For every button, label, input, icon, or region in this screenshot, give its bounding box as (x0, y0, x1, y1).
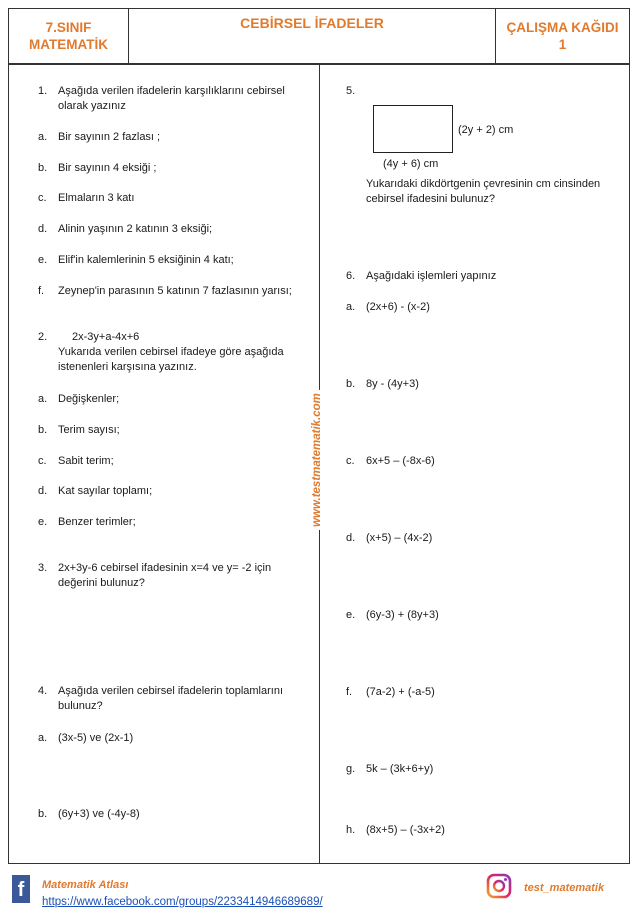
q1-item-text: Elif'in kalemlerinin 5 eksiğinin 4 katı; (58, 254, 234, 266)
q4-item-label: b. (38, 808, 48, 820)
header-worksheet-number: 1 (558, 37, 567, 52)
q2-item-text: Değişkenler; (58, 393, 120, 405)
rectangle-figure (373, 105, 453, 153)
q5-text-line1: Yukarıdaki dikdörtgenin çevresinin cm cinsinden (366, 178, 601, 190)
header-worksheet-title: ÇALIŞMA KAĞIDI (506, 20, 619, 35)
q1-item-text: Zeynep'in parasının 5 katının 7 fazlasının yarısı; (58, 285, 292, 297)
q6-item-text: (x+5) – (4x-2) (366, 532, 433, 544)
q4-item-text: (3x-5) ve (2x-1) (58, 732, 134, 744)
page-title: CEBİRSEL İFADELER (240, 15, 384, 31)
q2-item-label: a. (38, 393, 48, 405)
q2-item-label: e. (38, 516, 48, 528)
q2-item-label: c. (38, 455, 47, 467)
q5-text-line2: cebirsel ifadesini bulunuz? (366, 193, 496, 205)
watermark-text: www.testmatematik.com (309, 390, 325, 530)
q6-item-label: c. (346, 455, 355, 467)
rectangle-bottom-label: (4y + 6) cm (383, 158, 439, 170)
q6-item-label: f. (346, 686, 353, 698)
q6-item-text: (2x+6) - (x-2) (366, 301, 430, 313)
q1-number: 1. (38, 85, 48, 97)
facebook-icon[interactable]: f (12, 875, 30, 903)
q1-item-text: Alinin yaşının 2 katının 3 eksiği; (58, 223, 213, 235)
q6-item-text: (8x+5) – (-3x+2) (366, 824, 445, 836)
q4-item-text: (6y+3) ve (-4y-8) (58, 808, 140, 820)
instagram-handle[interactable]: test_matematik (524, 882, 605, 894)
q1-text-line2: olarak yazınız (58, 100, 126, 112)
q1-item-label: c. (38, 192, 47, 204)
q2-item-text: Benzer terimler; (58, 516, 136, 528)
q6-item-text: 6x+5 – (-8x-6) (366, 455, 435, 467)
header-grade-subject (8, 8, 129, 64)
q6-item-label: g. (346, 763, 356, 775)
q2-item-label: b. (38, 424, 48, 436)
q2-text-line1: Yukarıda verilen cebirsel ifadeye göre aşağıda (58, 346, 284, 358)
q6-text: Aşağıdaki işlemleri yapınız (366, 270, 497, 282)
q1-text-line1: Aşağıda verilen ifadelerin karşılıklarını cebirsel (58, 85, 285, 97)
q4-text-line1: Aşağıda verilen cebirsel ifadelerin toplamlarını (58, 685, 284, 697)
q6-number: 6. (346, 270, 356, 282)
header-subject: MATEMATİK (29, 37, 108, 52)
q6-item-text: 5k – (3k+6+y) (366, 763, 434, 775)
q6-item-label: e. (346, 609, 356, 621)
q2-item-text: Terim sayısı; (58, 424, 120, 436)
q1-item-label: f. (38, 285, 45, 297)
q2-expression: 2x-3y+a-4x+6 (72, 331, 140, 343)
q6-item-label: b. (346, 378, 356, 390)
header-grade: 7.SINIF (45, 20, 92, 35)
header-worksheet (495, 8, 630, 64)
q6-item-label: h. (346, 824, 356, 836)
q1-item-label: a. (38, 131, 48, 143)
q6-item-text: (6y-3) + (8y+3) (366, 609, 439, 621)
q2-item-label: d. (38, 485, 48, 497)
q2-text-line2: istenenleri karşısına yazınız. (58, 361, 197, 373)
q4-item-label: a. (38, 732, 48, 744)
q1-item-text: Bir sayının 4 eksiği ; (58, 162, 157, 174)
q2-item-text: Kat sayılar toplamı; (58, 485, 153, 497)
q6-item-text: (7a-2) + (-a-5) (366, 686, 435, 698)
q4-text-line2: bulunuz? (58, 700, 103, 712)
footer-brand-name: Matematik Atlası (42, 879, 129, 891)
q1-item-label: e. (38, 254, 48, 266)
q4-number: 4. (38, 685, 48, 697)
q3-number: 3. (38, 562, 48, 574)
q6-item-label: d. (346, 532, 356, 544)
q1-item-label: d. (38, 223, 48, 235)
instagram-icon[interactable] (486, 873, 512, 899)
q1-item-label: b. (38, 162, 48, 174)
rectangle-side-label: (2y + 2) cm (458, 124, 514, 136)
q6-item-label: a. (346, 301, 356, 313)
q5-number: 5. (346, 85, 356, 97)
q2-number: 2. (38, 331, 48, 343)
q2-item-text: Sabit terim; (58, 455, 114, 467)
facebook-group-link[interactable]: https://www.facebook.com/groups/2233414946689689/ (42, 896, 323, 908)
q1-item-text: Elmaların 3 katı (58, 192, 135, 204)
page-title-cell (128, 8, 496, 64)
q1-item-text: Bir sayının 2 fazlası ; (58, 131, 161, 143)
q6-item-text: 8y - (4y+3) (366, 378, 419, 390)
q3-text-line1: 2x+3y-6 cebirsel ifadesinin x=4 ve y= -2 için (58, 562, 272, 574)
q3-text-line2: değerini bulunuz? (58, 577, 145, 589)
